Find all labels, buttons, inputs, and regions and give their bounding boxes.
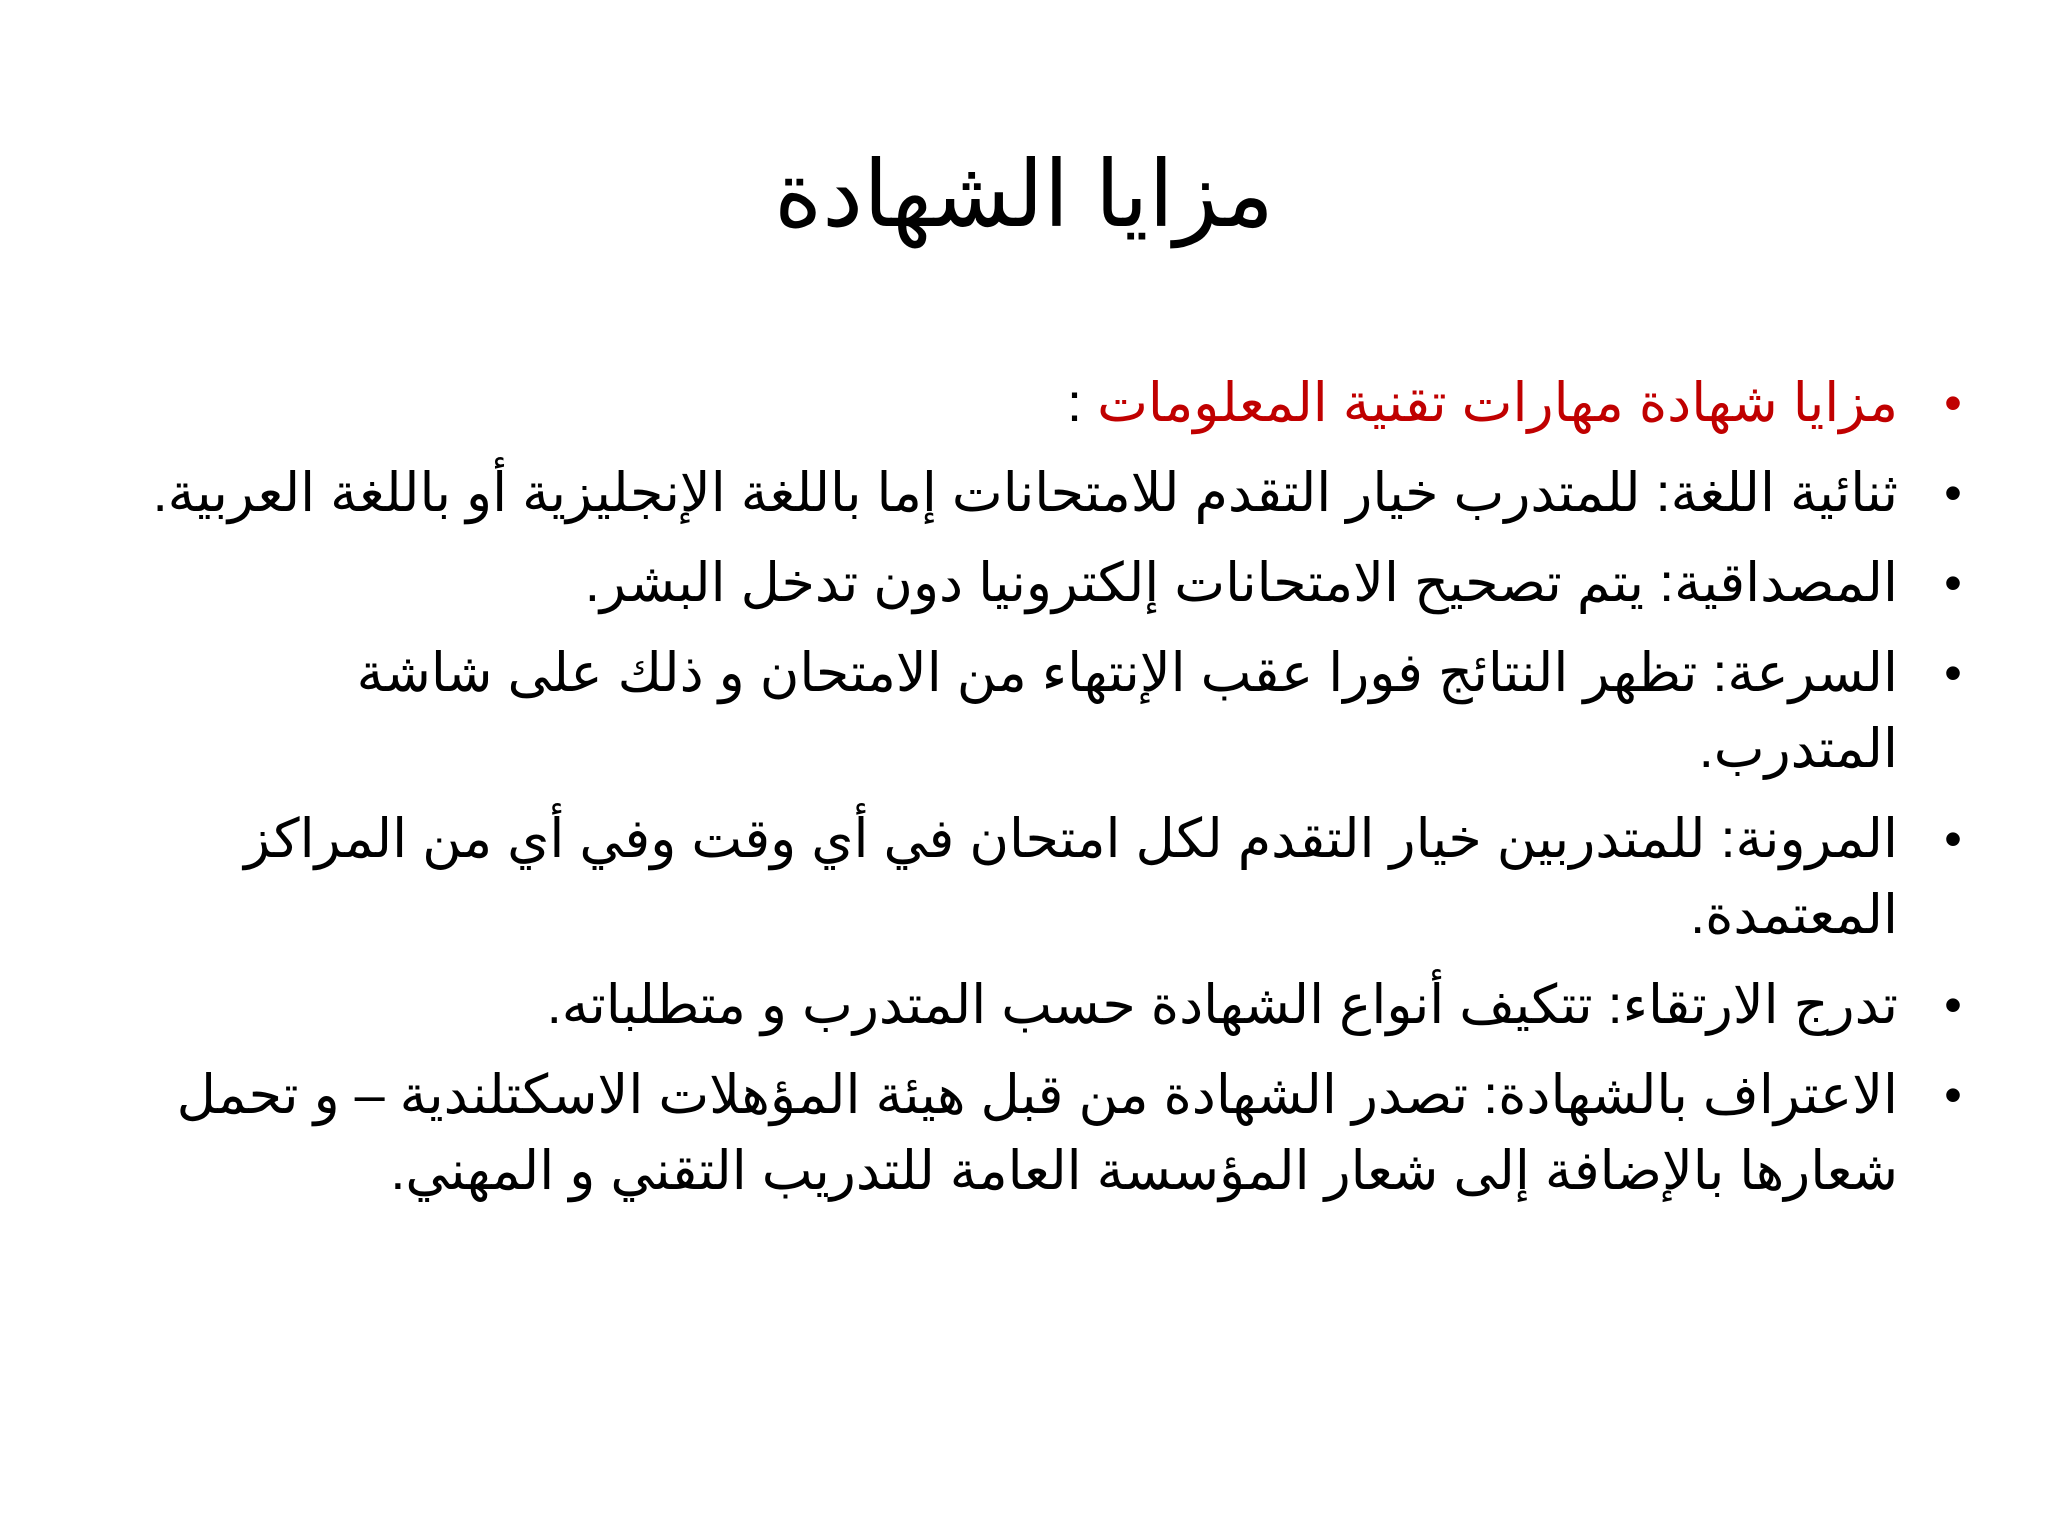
- bullet-list: [148, 365, 1962, 1223]
- bullet-marker: •: [1944, 555, 1962, 611]
- bullet-heading-text: [148, 365, 1898, 441]
- bullet-item-recognition: [148, 1057, 1962, 1209]
- bullet-text-credibility: المصداقية: يتم تصحيح الامتحانات إلكترونيا دون تدخل البشر.: [584, 553, 1898, 613]
- bullet-marker: •: [1944, 977, 1962, 1033]
- bullet-text-speed: السرعة: تظهر النتائج فورا عقب الإنتهاء من الامتحان و ذلك على شاشة المتدرب.: [356, 643, 1898, 779]
- bullet-marker: •: [1944, 465, 1962, 521]
- bullet-marker: •: [1944, 1067, 1962, 1123]
- bullet-item-credibility: [148, 545, 1962, 621]
- slide-title: مزايا الشهادة: [773, 144, 1275, 246]
- bullet-item-progression: [148, 967, 1962, 1043]
- bullet-marker: •: [1944, 811, 1962, 867]
- bullet-text-recognition: الاعتراف بالشهادة: تصدر الشهادة من قبل هيئة المؤهلات الاسكتلندية – و تحمل شعارها بالإضافة إلى شعار المؤسسة العامة للتدريب التقني و المهني.: [176, 1065, 1898, 1201]
- bullet-item-speed: [148, 635, 1962, 787]
- bullet-heading-red: مزايا شهادة مهارات تقنية المعلومات: [1097, 373, 1898, 433]
- bullet-heading-black: :: [1067, 373, 1098, 433]
- bullet-item-heading: [148, 365, 1962, 441]
- bullet-item-language: [148, 455, 1962, 531]
- bullet-text-language: ثنائية اللغة: للمتدرب خيار التقدم للامتحانات إما باللغة الإنجليزية أو باللغة العربية.: [152, 463, 1898, 523]
- bullet-marker: •: [1944, 375, 1962, 431]
- bullet-text-flexibility: المرونة: للمتدربين خيار التقدم لكل امتحان في أي وقت وفي أي من المراكز المعتمدة.: [244, 809, 1898, 945]
- bullet-text-progression: تدرج الارتقاء: تتكيف أنواع الشهادة حسب المتدرب و متطلباته.: [546, 975, 1898, 1035]
- bullet-marker: •: [1944, 645, 1962, 701]
- bullet-item-flexibility: [148, 801, 1962, 953]
